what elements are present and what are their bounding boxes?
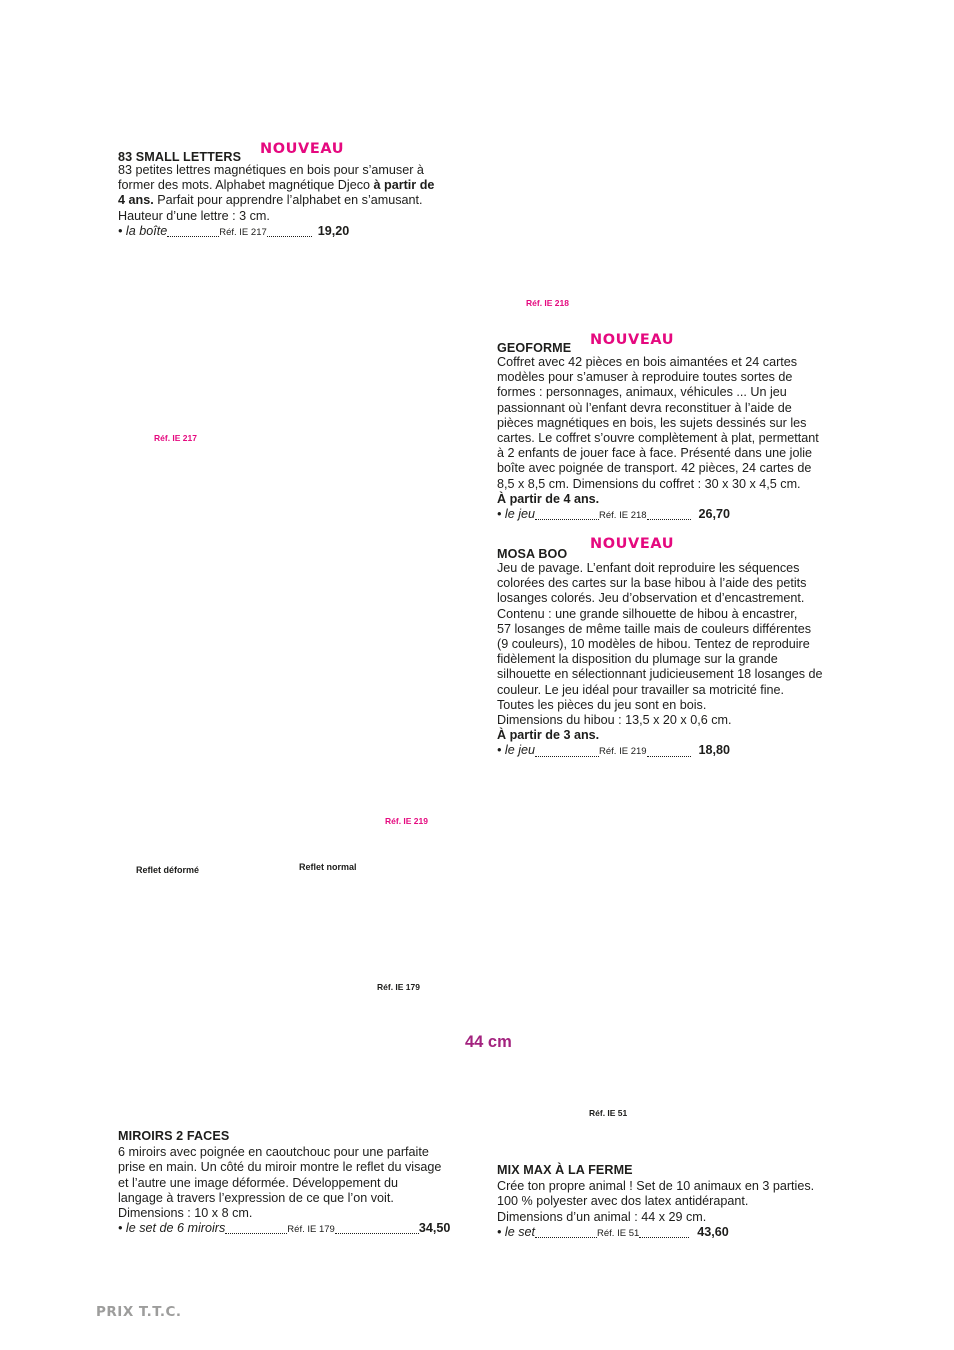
image-caption: Reflet normal [299,862,357,872]
price-label: • la boîte [118,223,168,238]
leader-dots [535,1237,597,1238]
description-line: pièces magnétiques en bois, les sujets dessinés sur les [497,415,807,430]
leader-dots [167,236,219,237]
description-line: Hauteur d’une lettre : 3 cm. [118,208,270,223]
product-title: 83 SMALL LETTERS [118,150,242,164]
description-line: prise en main. Un côté du miroir montre le reflet du visage [118,1160,442,1175]
description-line: (9 couleurs), 10 modèles de hibou. Tentez de reproduire [497,637,810,652]
price-value: 43,60 [697,1224,729,1239]
description-line: 8,5 x 8,5 cm. Dimensions du coffret : 30 x 30 x 4,5 cm. [497,476,801,491]
price-ref: Réf. IE 51 [597,1227,640,1239]
product-geoforme [497,333,877,523]
price-value: 26,70 [698,507,731,522]
description-line: former des mots. Alphabet magnétique Djeco à partir de [118,178,435,193]
price-ref: Réf. IE 179 [287,1224,335,1236]
description-line: formes : personnages, animaux, véhicules ... Un jeu [497,385,787,400]
description-line: 6 miroirs avec poignée en caoutchouc pour une parfaite [118,1145,429,1160]
leader-dots [647,519,691,520]
description-line: Dimensions d’un animal : 44 x 29 cm. [497,1209,707,1224]
product-small-letters [118,142,478,240]
new-badge: NOUVEAU [590,536,675,552]
description-line: boîte avec poignée de transport. 42 pièces, 24 cartes de [497,461,812,476]
price-label: • le set de 6 miroirs [118,1221,226,1236]
product-title: MOSA BOO [497,547,568,561]
description-line: 4 ans. Parfait pour apprendre l’alphabet en s’amusant. [118,193,423,208]
dimension-label: 44 cm [465,1033,512,1051]
description-line: 83 petites lettres magnétiques en bois pour s’amuser à [118,163,424,177]
product-title: MIX MAX À LA FERME [497,1163,633,1177]
price-line [118,224,478,240]
description-line: fidèlement la disposition du plumage sur la grande [497,652,778,667]
description-line: cartes. Le coffret s’ouvre complètement à plat, permettant [497,431,819,446]
age-line: À partir de 4 ans. [497,491,600,506]
image-ref-label: Réf. IE 217 [154,433,197,443]
description-line: Contenu : une grande silhouette de hibou à encastrer, [497,606,798,621]
price-label: • le jeu [497,507,536,522]
product-title: GEOFORME [497,341,572,355]
price-label: • le jeu [497,743,536,758]
image-ref-label: Réf. IE 218 [526,298,569,308]
description-line: Dimensions : 10 x 8 cm. [118,1206,253,1221]
new-badge: NOUVEAU [260,141,345,157]
description-line: et l’autre une image déformée. Développement du [118,1175,399,1190]
price-line [497,1225,877,1241]
leader-dots [335,1233,419,1234]
image-caption: Reflet déformé [136,865,200,875]
age-line: À partir de 3 ans. [497,728,600,743]
leader-dots [647,756,691,757]
price-value: 19,20 [317,223,350,238]
image-ref-label: Réf. IE 51 [589,1108,628,1118]
description-line: silhouette en sélectionnant judicieusement 18 losanges de [497,667,823,682]
description-line: couleur. Le jeu idéal pour travailler sa motricité fine. [497,682,785,697]
product-miroirs [118,1129,478,1237]
image-ref-label: Réf. IE 219 [385,816,428,826]
product-mix-max [497,1163,877,1241]
image-ref-label: Réf. IE 179 [377,982,420,992]
leader-dots [267,236,312,237]
leader-dots [535,756,599,757]
footer-price-note: PRIX T.T.C. [96,1304,182,1320]
description-line: Dimensions du hibou : 13,5 x 20 x 0,6 cm. [497,713,732,728]
price-ref: Réf. IE 219 [599,746,647,758]
description-line: langage à travers l’expression de ce que l’on voit. [118,1190,394,1205]
price-line [497,507,877,523]
price-ref: Réf. IE 218 [599,510,647,522]
price-line [497,743,877,759]
description-line: 57 losanges de même taille mais de couleurs différentes [497,621,812,636]
product-mosa-boo [497,537,877,760]
leader-dots [535,519,599,520]
description-line: à 2 enfants de jouer face à face. Présenté dans une jolie [497,446,813,461]
price-label: • le set [497,1224,536,1239]
description-line: 100 % polyester avec dos latex antidérapant. [497,1194,749,1209]
leader-dots [639,1237,689,1238]
price-value: 18,80 [698,743,731,758]
leader-dots [225,1233,287,1234]
description-line: losanges colorés. Jeu d’observation et d’encastrement. [497,591,805,606]
description-line: Coffret avec 42 pièces en bois aimantées et 24 cartes [497,355,798,369]
description-line: Toutes les pièces du jeu sont en bois. [497,697,707,712]
description-line: Jeu de pavage. L’enfant doit reproduire les séquences [497,561,800,575]
price-ref: Réf. IE 217 [219,226,267,238]
description-line: colorées des cartes sur la base hibou à l’aide des petits [497,576,807,591]
description-line: modèles pour s’amuser à reproduire toutes sortes de [497,370,793,385]
price-line [118,1221,478,1237]
price-value: 34,50 [418,1221,451,1236]
new-badge: NOUVEAU [590,332,675,348]
description-line: passionnant où l’enfant devra reconstituer à l’aide de [497,400,792,415]
product-title: MIROIRS 2 FACES [118,1129,230,1143]
description-line: Crée ton propre animal ! Set de 10 animaux en 3 parties. [497,1179,815,1194]
